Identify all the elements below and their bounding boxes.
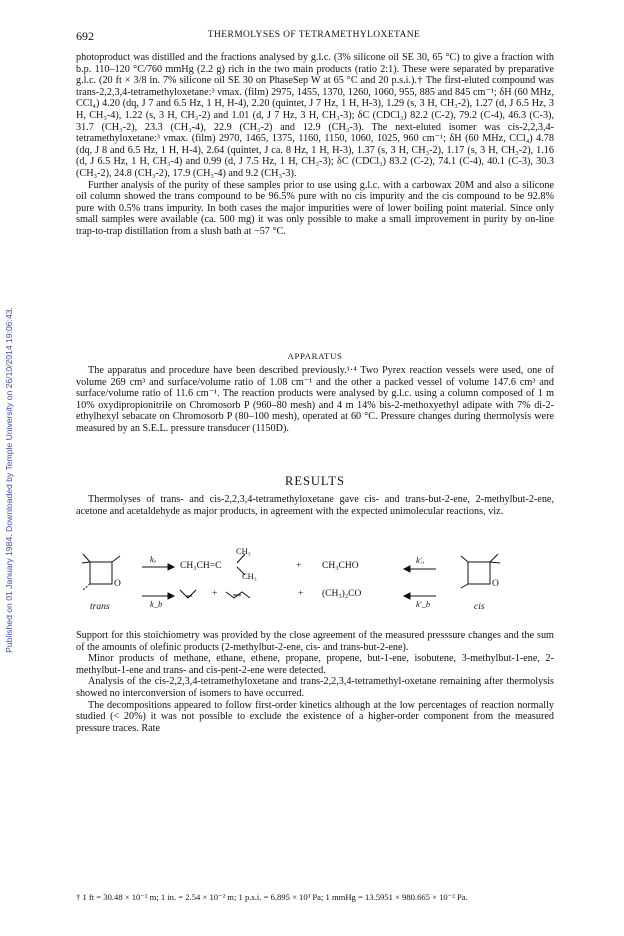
cis-methyl-bond xyxy=(461,556,468,562)
cis-methyl-bond xyxy=(461,584,468,588)
section-heading-results: RESULTS xyxy=(284,474,346,488)
alkene-methyl-bottom: CH₃ xyxy=(242,571,257,581)
footnote: † 1 ft = 30.48 × 10⁻² m; 1 in. = 2.54 × 10⁻² m; 1 p.s.i. = 6.895 × 10³ Pa; 1 mmHg = 13.5951 × 980.665 × 10⁻² Pa. xyxy=(76,892,468,902)
plus-sign: + xyxy=(296,561,302,571)
oxygen-label-trans: O xyxy=(114,579,121,589)
paragraph-isomer-analysis: Analysis of the cis-2,2,3,4-tetramethyloxetane and trans-2,2,3,4-tetramethyl-oxetane remaining after thermolysis showed no interconversion of isomers to have occurred. xyxy=(76,676,554,699)
paragraph-stoichiometry: Support for this stoichiometry was provided by the close agreement of the measured presssure changes and the sum of the amounts of olefinic products (2-methylbut-2-ene, cis- and trans-but-2-ene). xyxy=(76,630,554,653)
running-head xyxy=(76,29,552,43)
trans-label: trans xyxy=(90,602,110,612)
paragraph-synthesis: photoproduct was distilled and the fractions analysed by g.l.c. (3% silicone oil SE 30, 65 °C) to give a fraction with b.p. 110–120 °C/760 mmHg (2.2 g) rich in the two main products (ratio 2:1). These were separated by preparative g.l.c. (20 ft × 3/8 in. 7% silicone oil SE 30 on PhaseSep W at 65 °C and 20 p.s.i.).† The first-eluted compound was trans-2,2,3,4-tetramethyloxetane:³ νmax. (film) 2975, 1455, 1370, 1260, 1060, 955, 885 and 845 cm⁻¹; δH (60 MHz, CCl₄) 4.20 (dq, J 7 and 6.5 Hz, 1 H, H-4), 2.20 (quintet, J 7 Hz, 1 H, H-3), 1.29 (s, 3 H, CH₃-2), 1.27 (d, J 6.5 Hz, 3 H, CH₃-4), 1.22 (s, 3 H, CH₃-2) and 1.01 (d, J 7 Hz, 3 H, CH₃-3); δC (CDCl₃) 82.2 (C-2), 79.2 (C-4), 46.3 (C-3), 31.7 (CH₃-2), 23.3 (CH₃-4), 22.9 (CH₃-2) and 12.9 (CH₃-3). The next-eluted isomer was cis-2,2,3,4-tetramethyloxetane:³ νmax. (film) 2970, 1465, 1375, 1160, 1150, 1060, 1025, 960 cm⁻¹; δH (60 MHz, CCl₄) 4.78 (dq, J 8 and 6.5 Hz, 1 H, H-4), 2.64 (quintet, J ca. 8 Hz, 1 H, H-3), 1.37 (s, 3 H, CH₃-2), 1.17 (s, 3 H, CH₃-2), 1.16 (d, J 6.5 Hz, 1 H, CH₃-4) and 0.99 (d, J 7.5 Hz, 1 H, CH₃-3); δC (CDCl₃) 83.2 (C-2), 74.1 (C-4), 40.1 (C-3), 30.3 (CH₃-2), 24.8 (CH₃-2), 17.9 (CH₃-4) and 9.2 (CH₃-3). xyxy=(76,52,554,179)
trans-methyl-bond xyxy=(83,584,90,590)
acetaldehyde-formula: CH₃CHO xyxy=(322,561,359,571)
section-heading-apparatus: APPARATUS xyxy=(287,351,343,361)
trans-methyl-bond xyxy=(112,556,120,562)
trans-methyl-bond xyxy=(82,562,90,563)
oxygen-label-cis: O xyxy=(492,579,499,589)
rate-constant-kb-prime: k′_b xyxy=(416,599,431,609)
rate-constant-kb: k_b xyxy=(150,599,163,609)
paragraph-results-intro: Thermolyses of trans- and cis-2,2,3,4-tetramethyloxetane gave cis- and trans-but-2-ene, 2-methylbut-2-ene, acetone and acetaldehyde as major products, in agreement with the expected unimolecular reactions, viz. xyxy=(76,494,554,517)
trans-methyl-bond xyxy=(83,554,90,562)
download-watermark-text: Published on 01 January 1984. Downloaded by Temple University on 26/10/2014 19:06:43. xyxy=(4,307,14,653)
cis-methyl-bond xyxy=(490,554,498,562)
arrow-kb-head xyxy=(168,593,174,599)
arrow-kb-prime-head xyxy=(404,593,410,599)
paragraph-minor-products: Minor products of methane, ethane, ethene, propane, propene, but-1-ene, isobutene, 3-methylbut-1-ene, 2-methylbut-1-ene and trans- and cis-pent-2-ene were detected. xyxy=(76,653,554,676)
acetone-formula: (CH₃)₂CO xyxy=(322,589,362,599)
running-title: THERMOLYSES OF TETRAMETHYLOXETANE xyxy=(207,30,421,40)
page-number: 692 xyxy=(76,29,94,43)
experimental-text-block xyxy=(76,52,554,238)
results-discussion xyxy=(76,630,554,734)
reaction-scheme xyxy=(76,546,554,620)
alkene-formula: CH₃CH=C xyxy=(180,561,222,571)
paragraph-apparatus: The apparatus and procedure have been described previously.¹·⁴ Two Pyrex reaction vessels were used, one of volume 269 cm³ and surface/volume ratio of 1.08 cm⁻¹ and the other a packed vessel of volume 147.6 cm³ and surface/volume ratio of 11.6 cm⁻¹. The reaction products were analysed by g.l.c. using a column composed of 1 m 10% oxydipropionitrile on Chromosorb P (960–80 mesh) and 4 m 14% bis-2-methoxyethyl adipate with 7% di-2-ethylhexyl sebacate on Chromosorb P (80–100 mesh), operated at 60 °C. Pressure changes during thermolysis were measured by an S.E.L. pressure transducer (1150D). xyxy=(76,365,554,434)
cis-methyl-bond xyxy=(490,562,500,563)
arrow-ka-head xyxy=(168,564,174,570)
download-watermark xyxy=(2,160,16,800)
rate-constant-ka-prime: k′ₐ xyxy=(416,555,425,565)
plus-sign: + xyxy=(298,589,304,599)
paragraph-kinetics: The decompositions appeared to follow first-order kinetics although at the low percentages of reaction normally studied (< 20%) it was not possible to exclude the existence of a higher-order component from the measured pressure traces. Rate xyxy=(76,699,554,734)
cis-oxetane-ring xyxy=(468,562,490,584)
cis-label: cis xyxy=(474,602,485,612)
paragraph-purity: Further analysis of the purity of these samples prior to use using g.l.c. with a carbowax 20M and also a silicone oil column showed the trans compound to be 96.5% pure with no cis impurity and the cis compound to be 92.8% pure with 0.5% trans impurity. In both cases the major impurities were of lower boiling point material. Since only small samples were available (ca. 500 mg) it was only possible to make a small improvement in purity by on-line trap-to-trap distillation from a slush bath at −57 °C. xyxy=(76,179,554,237)
plus-sign: + xyxy=(212,589,218,599)
trans-oxetane-ring xyxy=(90,562,112,584)
arrow-ka-prime-head xyxy=(404,566,410,572)
but-2-ene-zigzag xyxy=(180,590,196,598)
rate-constant-ka: kₐ xyxy=(150,554,157,564)
alkene-methyl-top: CH₃ xyxy=(236,546,251,556)
